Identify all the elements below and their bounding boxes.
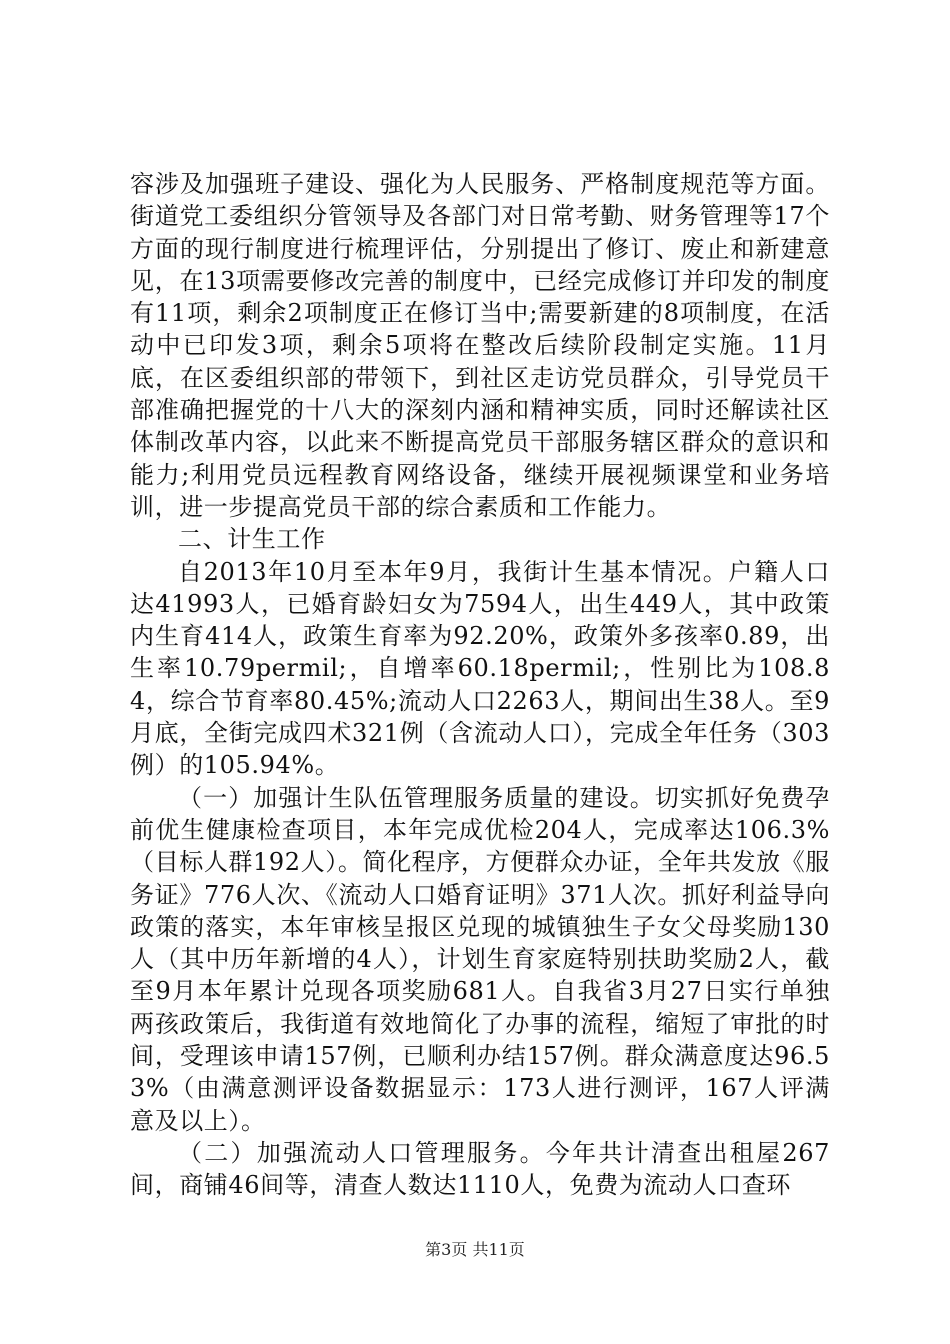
paragraph-party-system: 容涉及加强班子建设、强化为人民服务、严格制度规范等方面。街道党工委组织分管领导及各部门对日常考勤、财务管理等17个方面的现行制度进行梳理评估，分别提出了修订、废止和新建意见，在13项需要修改完善的制度中，已经完成修订并印发的制度有11项，剩余2项制度正在修订当中;需要新建的8项制度，在活动中已印发3项，剩余5项将在整改后续阶段制定实施。11月底，在区委组织部的带领下，到社区走访党员群众，引导党员干部准确把握党的十八大的深刻内涵和精神实质，同时还解读社区体制改革内容，以此来不断提高党员干部服务辖区群众的意识和能力;利用党员远程教育网络设备，继续开展视频课堂和业务培训，进一步提高党员干部的综合素质和工作能力。 <box>130 170 830 521</box>
section-heading-family-planning: 二、计生工作 <box>178 525 326 554</box>
paragraph-floating-population: （二）加强流动人口管理服务。今年共计清查出租屋267间，商铺46间等，清查人数达1110人，免费为流动人口查环 <box>130 1138 830 1200</box>
paragraph-family-planning-overview: 自2013年10月至本年9月，我街计生基本情况。户籍人口达41993人，已婚育龄妇女为7594人，出生449人，其中政策内生育414人，政策生育率为92.20%，政策外多孩率0.89，出生率10.79permil;，自增率60.18permil;，性别比为108.84，综合节育率80.45%;流动人口2263人，期间出生38人。至9月底，全街完成四术321例（含流动人口），完成全年任务（303例）的105.94%。 <box>130 557 830 780</box>
document-body <box>130 168 830 1202</box>
page-footer: 第3页 共11页 <box>425 1240 525 1259</box>
paragraph-team-management: （一）加强计生队伍管理服务质量的建设。切实抓好免费孕前优生健康检查项目，本年完成优检204人，完成率达106.3%（目标人群192人）。简化程序，方便群众办证，全年共发放《服务证》776人次、《流动人口婚育证明》371人次。抓好利益导向政策的落实，本年审核呈报区兑现的城镇独生子女父母奖励130人（其中历年新增的4人），计划生育家庭特别扶助奖励2人，截至9月本年累计兑现各项奖励681人。自我省3月27日实行单独两孩政策后，我街道有效地简化了办事的流程，缩短了审批的时间，受理该申请157例，已顺利办结157例。群众满意度达96.53%（由满意测评设备数据显示：173人进行测评，167人评满意及以上）。 <box>130 783 830 1135</box>
